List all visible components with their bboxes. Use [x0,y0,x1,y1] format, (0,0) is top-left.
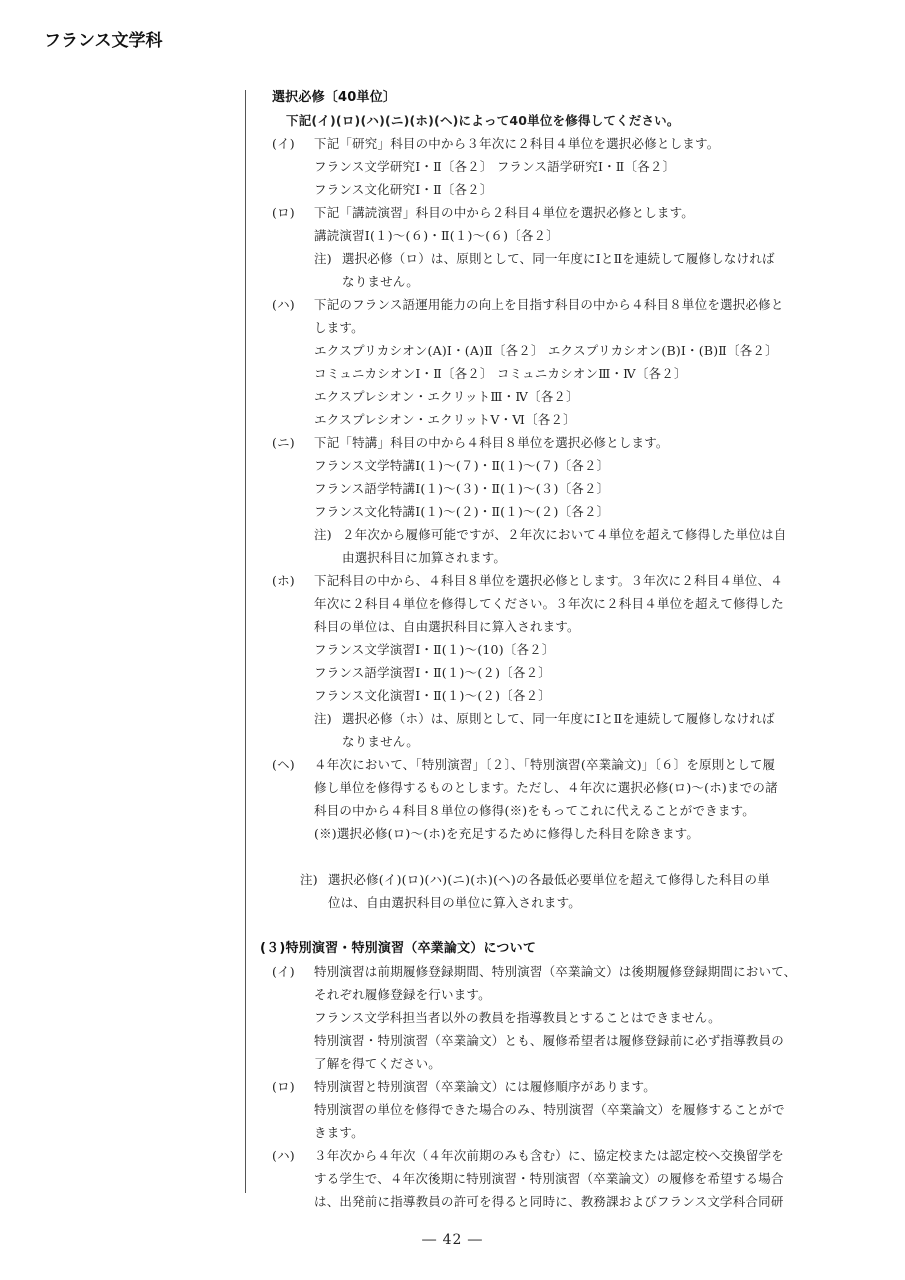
general-note-line: 位は、自由選択科目の単位に算入されます。 [328,895,582,910]
list-item [258,569,848,707]
item-line: コミュニカシオンⅠ・Ⅱ〔各２〕 コミュニカシオンⅢ・Ⅳ〔各２〕 [314,366,687,381]
item-marker: (ホ) [272,573,295,588]
item-line: エクスプレシオン・エクリットⅤ・Ⅵ〔各２〕 [314,412,576,427]
item-line: フランス文学演習Ⅰ・Ⅱ(１)～(10)〔各２〕 [314,642,555,657]
note-line: 選択必修（ホ）は、原則として、同一年度にⅠとⅡを連続して履修しなければ [342,711,775,726]
item-line: します。 [314,320,364,335]
list-item [258,201,848,247]
section-intro: 下記(イ)(ロ)(ハ)(ニ)(ホ)(ヘ)によって40単位を修得してください。 [286,113,680,128]
item-marker: (イ) [272,136,295,151]
general-note-line: 選択必修(イ)(ロ)(ハ)(ニ)(ホ)(ヘ)の各最低必要単位を超えて修得した科目の単 [328,872,770,887]
item-line: フランス文化演習Ⅰ・Ⅱ(１)～(２)〔各２〕 [314,688,551,703]
list-item [258,293,848,431]
item-line: 科目の中から４科目８単位の修得(※)をもってこれに代えることができます。 [314,803,755,818]
item-marker: (ニ) [272,435,295,450]
item-marker: (ハ) [272,297,295,312]
item-marker: (イ) [272,964,295,979]
note-line: 由選択科目に加算されます。 [342,550,507,565]
item-line: フランス文化特講Ⅰ(１)～(２)・Ⅱ(１)～(２)〔各２〕 [314,504,610,519]
page-number: ― 42 ― [422,1232,483,1248]
margin-rule [245,90,246,1193]
item-line: 下記「研究」科目の中から３年次に２科目４単位を選択必修とします。 [314,136,720,151]
item-line: 特別演習・特別演習（卒業論文）とも、履修希望者は履修登録前に必ず指導教員の [314,1033,784,1048]
item-line: フランス文学特講Ⅰ(１)～(７)・Ⅱ(１)～(７)〔各２〕 [314,458,610,473]
item-line: 年次に２科目４単位を修得してください。３年次に２科目４単位を超えて修得した [314,596,784,611]
item-line: する学生で、４年次後期に特別演習・特別演習（卒業論文）の履修を希望する場合 [314,1171,784,1186]
note-line: 選択必修（ロ）は、原則として、同一年度にⅠとⅡを連続して履修しなければ [342,251,775,266]
item-line: は、出発前に指導教員の許可を得ると同時に、教務課およびフランス文学科合同研 [314,1194,784,1209]
item-line: エクスプリカシオン(A)Ⅰ・(A)Ⅱ〔各２〕 エクスプリカシオン(B)Ⅰ・(B)Ⅱ〔各２〕 [314,343,778,358]
item-line: フランス語学特講Ⅰ(１)～(３)・Ⅱ(１)～(３)〔各２〕 [314,481,610,496]
item-line: きます。 [314,1125,364,1140]
item-line: 科目の単位は、自由選択科目に算入されます。 [314,619,580,634]
item-line: 下記科目の中から、４科目８単位を選択必修とします。３年次に２科目４単位、４ [314,573,783,588]
item-line: 下記のフランス語運用能力の向上を目指す科目の中から４科目８単位を選択必修と [314,297,784,312]
note-marker: 注) [314,711,332,726]
item-line: フランス文学研究Ⅰ・Ⅱ〔各２〕 フランス語学研究Ⅰ・Ⅱ〔各２〕 [314,159,676,174]
item-line: 修し単位を修得するものとします。ただし、４年次に選択必修(ロ)～(ホ)までの諸 [314,780,778,795]
list-item [258,431,848,523]
item-marker: (ロ) [272,1079,295,1094]
list-item [258,1075,848,1144]
item-line: ４年次において、「特別演習」〔２〕、「特別演習(卒業論文)」〔６〕を原則として履 [314,757,776,772]
list-item [258,1144,848,1213]
general-note-marker: 注) [300,872,318,887]
section-heading-elective: 選択必修〔40単位〕 [272,90,397,105]
department-header: フランス文学科 [44,31,163,51]
special-seminar-item-list [258,960,848,1213]
item-line: 特別演習と特別演習（卒業論文）には履修順序があります。 [314,1079,656,1094]
section-heading-special-seminar: (３)特別演習・特別演習（卒業論文）について [260,941,537,956]
note-line: なりません。 [342,734,419,749]
general-note [258,868,848,914]
note-line: なりません。 [342,274,419,289]
item-line: ３年次から４年次（４年次前期のみも含む）に、協定校または認定校へ交換留学を [314,1148,784,1163]
item-line: (※)選択必修(ロ)～(ホ)を充足するために修得した科目を除きます。 [314,826,700,841]
list-item [258,132,848,201]
item-line: 了解を得てください。 [314,1056,442,1071]
item-line: 特別演習は前期履修登録期間、特別演習（卒業論文）は後期履修登録期間において、 [314,964,797,979]
item-line: フランス文学科担当者以外の教員を指導教員とすることはできません。 [314,1010,721,1025]
item-line: 下記「特講」科目の中から４科目８単位を選択必修とします。 [314,435,669,450]
item-line: 講読演習Ⅰ(１)～(６)・Ⅱ(１)～(６)〔各２〕 [314,228,559,243]
list-item [258,753,848,845]
note-line: ２年次から履修可能ですが、２年次において４単位を超えて修得した単位は自 [342,527,787,542]
item-line: それぞれ履修登録を行います。 [314,987,491,1002]
item-line: 下記「講読演習」科目の中から２科目４単位を選択必修とします。 [314,205,695,220]
item-note [258,523,848,569]
item-marker: (ヘ) [272,757,295,772]
item-line: フランス語学演習Ⅰ・Ⅱ(１)～(２)〔各２〕 [314,665,551,680]
main-content [258,86,848,1213]
item-line: フランス文化研究Ⅰ・Ⅱ〔各２〕 [314,182,493,197]
item-marker: (ハ) [272,1148,295,1163]
note-marker: 注) [314,251,332,266]
item-line: エクスプレシオン・エクリットⅢ・Ⅳ〔各２〕 [314,389,579,404]
elective-item-list [258,132,848,845]
note-marker: 注) [314,527,332,542]
item-line: 特別演習の単位を修得できた場合のみ、特別演習（卒業論文）を履修することがで [314,1102,785,1117]
item-note [258,707,848,753]
list-item [258,960,848,1075]
item-note [258,247,848,293]
item-marker: (ロ) [272,205,295,220]
